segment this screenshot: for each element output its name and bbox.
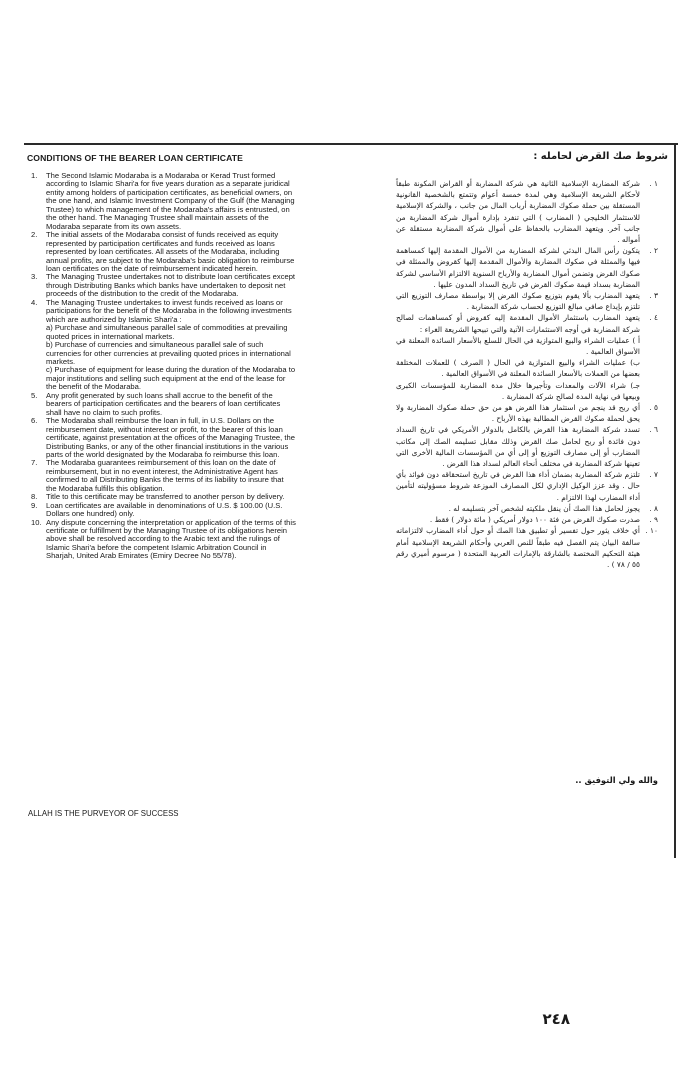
english-title: CONDITIONS OF THE BEARER LOAN CERTIFICATE: [27, 153, 243, 163]
english-condition-subitem: c) Purchase of equipment for lease during the duration of the Modaraba to major institutions and selling such equipment at the end of the lease for the benefit of the Modaraba.: [46, 365, 296, 392]
arabic-condition-item: [396, 245, 658, 290]
arabic-condition-number: ٦ .: [649, 425, 658, 435]
english-condition-text: The Managing Trustee undertakes not to distribute loan certificates except through Distributing Banks which banks have undertaken to deposit net proceeds of the distribution to the credit of the Modaraba.: [46, 272, 296, 299]
arabic-condition-item: [396, 290, 658, 312]
english-conditions-list: [28, 172, 296, 561]
english-condition-number: 8.: [31, 492, 38, 502]
arabic-condition-text: يجوز لحامل هذا الصك أن ينقل ملكيته لشخص آخر بتسليمه له .: [448, 503, 640, 513]
arabic-condition-number: ٧ .: [649, 470, 658, 480]
arabic-condition-number: ٥ .: [649, 403, 658, 413]
english-condition-item: [28, 299, 296, 392]
english-condition-number: 2.: [31, 230, 38, 240]
arabic-condition-number: ١ .: [649, 179, 658, 188]
english-condition-number: 5.: [31, 390, 38, 400]
english-condition-item: [28, 519, 296, 561]
english-condition-subitem: b) Purchase of currencies and simultaneous parallel sale of such currencies for other currencies at prevailing quoted prices in international markets.: [46, 340, 291, 366]
english-condition-number: 1.: [31, 171, 38, 180]
english-condition-text: The Modaraba guarantees reimbursement of this loan on the date of reimbursement, but in no event interest, the Administrative Agent has confirmed to all Distributing Banks the terms of its liability to insure that the Modaraba fulfills this obligation.: [46, 458, 284, 493]
arabic-condition-item: [396, 312, 658, 402]
arabic-condition-text: تسدد شركة المضاربة هذا القرض بالكامل بالدولار الأمريكي في تاريخ السداد دون فائدة أو ربح لحامل صك القرض وذلك مقابل تسليمه الصك إلى مكاتب المضارب أو إلى مصارف التوزيع أو إلى أي من المؤسسات المالية الأخرى التي تعينها شركة المضاربة في مختلف أنحاء العالم لسداد هذا القرض .: [396, 425, 640, 469]
page-number: ٢٤٨: [542, 1010, 570, 1028]
english-condition-text: The initial assets of the Modaraba consist of funds received as equity represented by participation certificates and funds received as loans represented by loan certificates. All assets of the Modaraba, including annual profits, are subject to the Modaraba's basic obligation to reimburse loan certificates on the date of reimbursement indicated herein.: [46, 230, 295, 273]
arabic-condition-text: أي ربح قد ينجم من استثمار هذا القرض هو من حق حملة صكوك المضاربة ولا يحق لحملة صكوك القرض المطالبة بهذه الأرباح .: [396, 403, 640, 424]
arabic-condition-item: [396, 525, 658, 570]
arabic-condition-number: ٩ .: [649, 515, 658, 525]
english-condition-item: [28, 392, 296, 417]
english-condition-number: 3.: [31, 272, 38, 282]
arabic-condition-text: صدرت صكوك القرض من فئة ١٠٠ دولار أمريكي ( مائة دولار ) فقط .: [429, 515, 640, 525]
arabic-closing: والله ولي التوفيق ..: [575, 775, 658, 785]
arabic-condition-item: [396, 469, 658, 503]
arabic-condition-number: ٤ .: [649, 313, 658, 323]
english-condition-text: The Modaraba shall reimburse the loan in full, in U.S. Dollars on the reimbursement date, without interest or profit, to the bearer of this loan certificate, against presentation at the offices of the Managing Trustee, the Distributing Banks, or any of the other financial institutions in the various parts of the world designated by the Modaraba fo reimburse this loan.: [46, 416, 295, 459]
arabic-condition-text: يتعهد المضارب بألا يقوم بتوزيع صكوك القرض إلا بواسطة مصارف التوزيع التي تلتزم بإيداع صافي مبالغ التوزيع لحساب شركة المضاربة .: [396, 291, 640, 312]
arabic-condition-subitem: أ ) عمليات الشراء والبيع المتوازية في الحال للسلع بالأسعار السائدة المعلنة في الأسواق العالمية .: [396, 335, 640, 357]
english-condition-text: Any dispute concerning the interpretation or application of the terms of this certificate or fulfillment by the Managing Trustee of its obligations herein above shall be resolved according to the Arabic text and the rulings of Islamic Shari'a before the competent Islamic Arbitration Council in Sharjah, United Arab Emirates (Emiry Decree No 55/78).: [46, 517, 296, 561]
english-condition-text: Title to this certificate may be transferred to another person by delivery.: [46, 492, 285, 502]
english-closing: ALLAH IS THE PURVEYOR OF SUCCESS: [28, 809, 179, 818]
arabic-condition-item: [396, 424, 658, 469]
arabic-title: شروط صك القرض لحامله :: [533, 151, 668, 162]
english-condition-text: Any profit generated by such loans shall accrue to the benefit of the bearers of participation certificates and the bearers of loan certificates shall have no claim to such profits.: [46, 390, 281, 417]
english-condition-number: 6.: [31, 416, 38, 426]
arabic-condition-item: [396, 503, 658, 514]
english-condition-item: [28, 172, 296, 231]
english-condition-number: 9.: [31, 500, 38, 510]
english-condition-item: [28, 417, 296, 459]
top-border-rule: [24, 143, 678, 145]
arabic-condition-text: تلتزم شركة المضاربة بضمان أداء هذا القرض في تاريخ استحقاقه دون فوائد بأي حال . وقد عزز الوكيل الإداري لكل المصارف الموزعة شروط مسؤوليته لتأمين أداء المضارب لهذا الالتزام .: [396, 470, 640, 502]
arabic-conditions-list: [396, 178, 658, 570]
arabic-condition-text: يتعهد المضارب باستثمار الأموال المقدمة إليه كقروض أو كمساهمات لصالح شركة المضاربة في أوجه الاستثمارات الآتية والتي تبيحها الشريعة الغراء :: [396, 313, 640, 334]
arabic-condition-text: يتكون رأس المال البدئي لشركة المضاربة من الأموال المقدمة إليها كمساهمة فيها والممثلة في صكوك المضاربة والأموال المقدمة إليها كقروض والممثلة في صكوك القرض وتضمن أموال المضاربة والأرباح السنوية الالتزام الأساسي لشركة المضاربة بسداد قيمة صكوك القرض في تاريخ السداد المدون عليها .: [396, 246, 640, 289]
english-condition-text: The Managing Trustee undertakes to invest funds received as loans or participations for the benefit of the Modaraba in the following investments which are authorized by Islamic Shari'a :: [46, 297, 292, 324]
arabic-condition-number: ٨ .: [649, 503, 658, 513]
english-condition-number: 7.: [31, 458, 38, 468]
english-condition-item: [28, 502, 296, 519]
english-condition-text: Loan certificates are available in denominations of U.S. $ 100.00 (U.S. Dollars one hundred) only.: [46, 500, 283, 519]
right-border-rule: [674, 143, 676, 858]
arabic-condition-number: ٢ .: [649, 246, 658, 256]
english-condition-text: The Second Islamic Modaraba is a Modaraba or Kerad Trust formed according to Islamic Shari'a for five years duration as a separate juridical entity among holders of participation certificates, as beneficial owners, on the one hand, and Islamic Investment Company of the Gulf (the Managing Trustee) to which management of the Modaraba's affairs is entrusted, on the other hand. The Managing Trustee shall maintain assets of the Modaraba separate from its own assets.: [46, 171, 295, 231]
english-condition-item: [28, 459, 296, 493]
arabic-condition-item: [396, 178, 658, 245]
english-condition-item: [28, 231, 296, 273]
arabic-condition-text: شركة المضاربة الإسلامية الثانية هي شركة المضاربة أو القراض المكونة طبقاً لأحكام الشريعة الإسلامية وهي لمدة خمسة أعوام وتتمتع بالشخصية القانونية المستقلة بين حملة صكوك المضاربة أرباب المال من جانب ، والشركة الإسلامية للاستثمار الخليجي ( المضارب ) التي تنفرد بإدارة أموال شركة المضاربة من جانب آخر. ويتعهد المضارب بالحفاظ على أموال شركة المضاربة مستقلة عن أمواله .: [396, 179, 640, 245]
arabic-condition-number: ١٠ .: [645, 526, 658, 536]
english-condition-subitem: a) Purchase and simultaneous parallel sale of commodities at prevailing quoted prices in international markets.: [46, 323, 288, 341]
arabic-condition-number: ٣ .: [649, 291, 658, 301]
arabic-condition-item: [396, 402, 658, 424]
arabic-condition-item: [396, 514, 658, 525]
arabic-condition-text: أي خلاف يثور حول تفسير أو تطبيق هذا الصك أو حول أداء المضارب لالتزاماته سالفة البيان يتم الفصل فيه طبقاً للنص العربي وأحكام الشريعة الإسلامية أمام هيئة التحكيم المختصة بالشارقة بالإمارات العربية المتحدة ( مرسوم أميري رقم ٥٥ / ٧٨ ) .: [396, 526, 640, 569]
english-condition-number: 10.: [31, 517, 42, 527]
arabic-condition-subitem: جـ) شراء الآلات والمعدات وتأجيرها خلال مدة المضاربة للمؤسسات الكبرى وبيعها في نهاية المدة لصالح شركة المضاربة .: [396, 380, 640, 401]
arabic-condition-subitem: ب) عمليات الشراء والبيع المتوازية في الحال ( الصرف ) للعملات المختلفة بعضها من العملات بالأسعار السائدة المعلنة في الأسواق العالمية .: [396, 358, 640, 379]
english-condition-item: [28, 273, 296, 298]
english-condition-number: 4.: [31, 297, 38, 307]
